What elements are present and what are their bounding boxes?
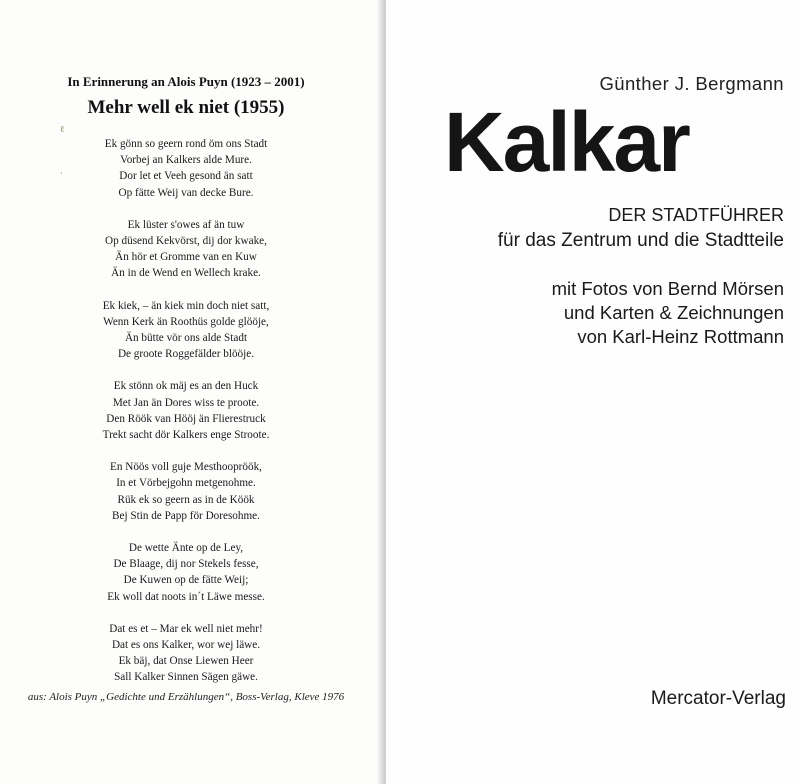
poem-line: Än bütte vör ons alde Stadt: [124, 332, 248, 345]
poem-line: Trekt sacht dör Kalkers enge Stroote.: [102, 429, 270, 442]
poem-line: Än in de Wend en Wellech krake.: [111, 267, 261, 280]
contributor-credits: [552, 277, 784, 349]
source-citation: aus: Alois Puyn „Gedichte und Erzählungen“, Boss-Verlag, Kleve 1976: [27, 691, 345, 703]
credit-line: mit Fotos von Bernd Mörsen: [551, 278, 784, 299]
poem-line: Ek lüster s'owes af än tuw: [127, 218, 245, 231]
subtitle-scope: für das Zentrum und die Stadtteile: [497, 230, 784, 251]
poem-stanza: [0, 378, 372, 443]
poem-line: Dat es et – Mar ek well niet mehr!: [109, 622, 263, 635]
poem-line: Den Röök van Hööj än Flierestruck: [106, 412, 266, 425]
poem-line: Bej Stin de Papp för Doresohme.: [112, 509, 260, 522]
poem-line: Rük ek so geern as in de Köök: [117, 493, 255, 506]
poem-line: Ek woll dat noots in´t Läwe messe.: [107, 590, 265, 603]
author-name: Günther J. Bergmann: [599, 73, 784, 94]
credit-line: und Karten & Zeichnungen: [563, 302, 784, 323]
left-page: [0, 0, 384, 784]
poem-stanza: [0, 459, 372, 524]
poem-line: Ek stönn ok mäj es an den Huck: [113, 380, 259, 393]
poem-stanza: [0, 298, 372, 363]
dedication-line: In Erinnerung an Alois Puyn (1923 – 2001): [67, 74, 305, 89]
poem-line: De wette Änte op de Ley,: [128, 542, 244, 555]
poem-line: Ek bäj, dat Onse Liewen Heer: [118, 655, 254, 668]
publisher-name: Mercator-Verlag: [650, 688, 786, 709]
poem-line: Dor let et Veeh gesond än satt: [119, 170, 253, 183]
credit-line: von Karl-Heinz Rottmann: [577, 326, 784, 347]
poem-line: In et Vörbejgohn metgenohme.: [116, 477, 256, 490]
paper-speck: ℓ: [60, 124, 65, 134]
poem-line: Än hör et Gromme van en Kuw: [115, 251, 257, 264]
poem-stanza: [0, 621, 372, 686]
poem-line: Vorbej an Kalkers alde Mure.: [120, 154, 252, 167]
poem-line: De Kuwen op de fätte Weij;: [123, 574, 249, 587]
poem-line: De groote Roggefälder blööje.: [117, 348, 255, 361]
poem-line: Ek kiek, – än kiek min doch niet satt,: [102, 299, 270, 312]
poem-line: Dat es ons Kalker, wor wej läwe.: [111, 639, 261, 652]
book-title: Kalkar: [444, 95, 689, 189]
poem-body: [0, 136, 372, 702]
subtitle-stadtfuehrer: DER STADTFÜHRER: [608, 205, 784, 225]
poem-line: Op fätte Weij van decke Bure.: [118, 186, 254, 199]
poem-line: De Blaage, dij nor Stekels fesse,: [113, 558, 259, 571]
poem-line: Op düsend Kekvörst, dij dor kwake,: [105, 235, 267, 248]
poem-line: Met Jan än Dores wiss te proote.: [112, 396, 260, 409]
poem-line: Ek gönn so geern rond öm ons Stadt: [104, 138, 268, 150]
poem-stanza: [0, 540, 372, 605]
poem-line: Wenn Kerk än Roothüs golde glööje,: [103, 315, 269, 328]
poem-stanza: [0, 136, 372, 201]
poem-line: Sall Kalker Sinnen Sägen gäwe.: [114, 671, 258, 684]
poem-line: En Nöös voll guje Mesthoopröök,: [110, 461, 262, 474]
poem-title: Mehr well ek niet (1955): [87, 97, 285, 118]
poem-stanza: [0, 217, 372, 282]
paper-speck: ·: [60, 168, 63, 178]
